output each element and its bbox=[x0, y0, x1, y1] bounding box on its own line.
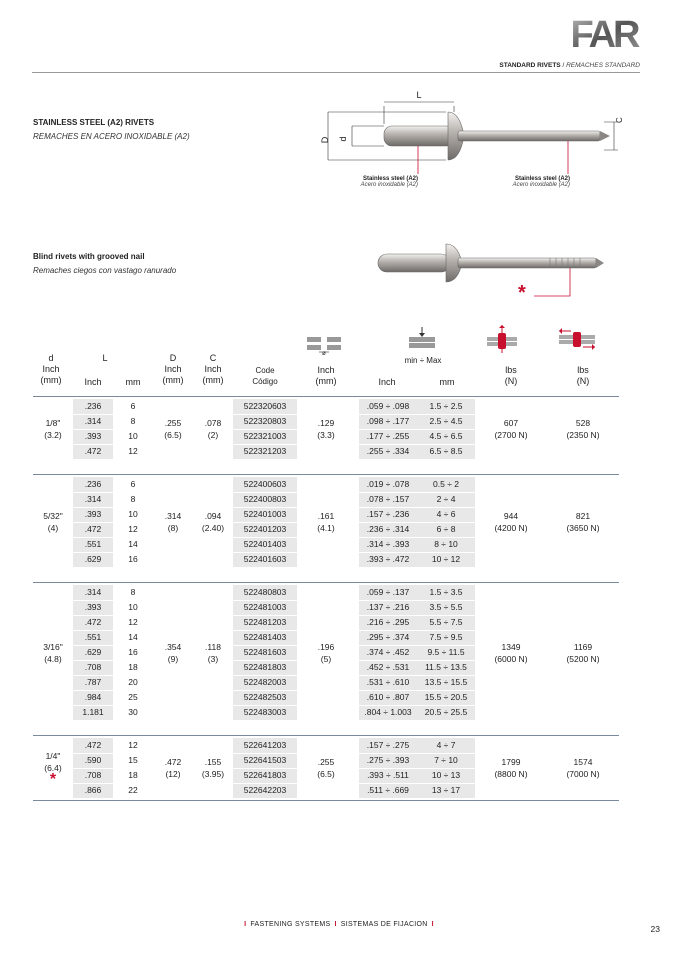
cell-L-inch: .708 bbox=[84, 662, 102, 672]
table-row bbox=[33, 477, 619, 492]
size-group bbox=[33, 396, 619, 461]
header-hole: Inch (mm) bbox=[315, 365, 337, 386]
cell-L-mm: 18 bbox=[128, 770, 138, 780]
cell-L-mm: 12 bbox=[128, 524, 138, 534]
cell-grip-inch: .295 ÷ .374 bbox=[366, 632, 410, 642]
table-row bbox=[33, 444, 619, 459]
grooved-nail-star: * bbox=[518, 282, 526, 304]
cell-C: .155 (3.95) bbox=[201, 757, 225, 779]
cell-L-mm: 12 bbox=[128, 617, 138, 627]
cell-grip-mm: 10 ÷ 12 bbox=[431, 554, 461, 564]
table-row bbox=[33, 615, 619, 630]
cell-L-mm: 16 bbox=[128, 647, 138, 657]
cell-L-inch: .472 bbox=[84, 446, 102, 456]
shear-strength-icon bbox=[487, 325, 517, 353]
size-group bbox=[33, 582, 619, 722]
cell-grip-inch: .177 ÷ .255 bbox=[366, 431, 410, 441]
cell-grip-mm: 6.5 ÷ 8.5 bbox=[429, 446, 463, 456]
cell-L-inch: .708 bbox=[84, 770, 102, 780]
cell-L-mm: 10 bbox=[128, 431, 138, 441]
cell-D: .314 (8) bbox=[164, 511, 182, 533]
cell-hole: .196 (5) bbox=[317, 641, 335, 664]
svg-text:FAR: FAR bbox=[570, 16, 638, 52]
cell-L-mm: 12 bbox=[128, 446, 138, 456]
cell-grip-mm: 5.5 ÷ 7.5 bbox=[429, 617, 463, 627]
cell-grip-mm: 6 ÷ 8 bbox=[436, 524, 456, 534]
cell-d: 1/8" (3.2) bbox=[44, 418, 62, 440]
cell-grip-inch: .275 ÷ .393 bbox=[366, 755, 410, 765]
cell-L-inch: .236 bbox=[84, 401, 102, 411]
tensile-strength-icon bbox=[559, 327, 595, 351]
table-row bbox=[33, 492, 619, 507]
cell-grip-mm: 20.5 ÷ 25.5 bbox=[424, 707, 468, 717]
table-row bbox=[33, 690, 619, 705]
header-C: C Inch (mm) bbox=[202, 353, 224, 385]
cell-grip-mm: 13.5 ÷ 15.5 bbox=[424, 677, 468, 687]
cell-code: 522482003 bbox=[243, 677, 287, 687]
cell-grip-inch: .314 ÷ .393 bbox=[366, 539, 410, 549]
cell-code: 522641203 bbox=[243, 740, 287, 750]
cell-grip-inch: .255 ÷ .334 bbox=[366, 446, 410, 456]
cell-L-inch: .314 bbox=[84, 587, 102, 597]
cell-L-inch: .984 bbox=[84, 692, 102, 702]
header-D: D Inch (mm) bbox=[162, 353, 184, 385]
cell-code: 522321203 bbox=[243, 446, 287, 456]
table-row bbox=[33, 675, 619, 690]
cell-grip-mm: 4 ÷ 7 bbox=[436, 740, 456, 750]
cell-code: 522641803 bbox=[243, 770, 287, 780]
cell-shear: 1799 (8800 N) bbox=[494, 757, 528, 779]
svg-text:ø: ø bbox=[322, 351, 326, 355]
cell-code: 522481803 bbox=[243, 662, 287, 672]
header-L-mm: mm bbox=[125, 377, 141, 387]
header-d: d Inch (mm) bbox=[40, 353, 62, 385]
cell-hole: .255 (6.5) bbox=[317, 757, 335, 779]
size-group bbox=[33, 735, 619, 801]
cell-grip-mm: 4.5 ÷ 6.5 bbox=[429, 431, 463, 441]
cell-d: 1/4" (6.4) * bbox=[33, 750, 73, 786]
footer: I FASTENING SYSTEMS I SISTEMAS DE FIJACION I bbox=[244, 921, 434, 928]
cell-L-inch: .393 bbox=[84, 602, 102, 612]
cell-grip-inch: .236 ÷ .314 bbox=[366, 524, 410, 534]
cell-shear: 1349 (6000 N) bbox=[494, 641, 528, 664]
cell-tensile: 1169 (5200 N) bbox=[566, 641, 600, 664]
cell-grip-inch: .393 ÷ .511 bbox=[367, 770, 409, 780]
table-row bbox=[33, 399, 619, 414]
size-group bbox=[33, 474, 619, 569]
cell-C: .118 (3) bbox=[205, 641, 221, 664]
cell-L-mm: 14 bbox=[128, 632, 138, 642]
cell-grip-inch: .610 ÷ .807 bbox=[366, 692, 410, 702]
cell-code: 522481603 bbox=[243, 647, 287, 657]
grooved-nail-star: * bbox=[49, 771, 57, 788]
section1-subtitle: REMACHES EN ACERO INOXIDABLE (A2) bbox=[33, 132, 190, 141]
cell-L-mm: 6 bbox=[130, 479, 136, 489]
cell-grip-mm: 3.5 ÷ 5.5 bbox=[429, 602, 463, 612]
cell-shear: 944 (4200 N) bbox=[494, 511, 528, 533]
cell-L-inch: .393 bbox=[84, 509, 102, 519]
cell-L-inch: .590 bbox=[84, 755, 102, 765]
dim-L-label: L bbox=[416, 90, 422, 100]
cell-grip-inch: .804 ÷ 1.003 bbox=[364, 707, 412, 717]
cell-code: 522481203 bbox=[243, 617, 287, 627]
cell-L-mm: 6 bbox=[130, 401, 136, 411]
cell-code: 522401403 bbox=[243, 539, 287, 549]
header-grip-inch: Inch bbox=[378, 377, 396, 387]
header-grip-mm: mm bbox=[439, 377, 455, 387]
cell-grip-inch: .531 ÷ .610 bbox=[366, 677, 410, 687]
cell-L-mm: 22 bbox=[128, 785, 138, 795]
cell-grip-inch: .452 ÷ .531 bbox=[366, 662, 410, 672]
cell-L-inch: .551 bbox=[84, 632, 102, 642]
cell-L-mm: 12 bbox=[128, 740, 138, 750]
cell-L-mm: 15 bbox=[128, 755, 138, 765]
cell-grip-mm: 7.5 ÷ 9.5 bbox=[429, 632, 463, 642]
cell-tensile: 528 (2350 N) bbox=[566, 418, 600, 440]
cell-L-mm: 8 bbox=[130, 587, 136, 597]
table-row bbox=[33, 537, 619, 552]
cell-d: 3/16" (4.8) bbox=[43, 641, 63, 664]
cell-hole: .129 (3.3) bbox=[317, 418, 335, 440]
cell-grip-inch: .137 ÷ .216 bbox=[366, 602, 410, 612]
cell-code: 522320803 bbox=[243, 416, 287, 426]
table-row bbox=[33, 783, 619, 798]
cell-grip-inch: .157 ÷ .275 bbox=[366, 740, 410, 750]
cell-grip-inch: .393 ÷ .472 bbox=[366, 554, 410, 564]
header-grip-range: min ÷ Max bbox=[404, 356, 442, 365]
far-logo bbox=[568, 16, 640, 52]
table-row bbox=[33, 600, 619, 615]
cell-code: 522401603 bbox=[243, 554, 287, 564]
cell-L-inch: .472 bbox=[84, 524, 102, 534]
grooved-rivet-diagram bbox=[370, 240, 610, 302]
header-L-inch: Inch bbox=[84, 377, 102, 387]
section1-title: STAINLESS STEEL (A2) RIVETS bbox=[33, 118, 155, 127]
cell-L-mm: 8 bbox=[130, 494, 136, 504]
cell-L-inch: .314 bbox=[84, 416, 102, 426]
hole-size-icon bbox=[305, 333, 343, 355]
table-row bbox=[33, 552, 619, 567]
cell-grip-inch: .059 ÷ .137 bbox=[366, 587, 410, 597]
cell-grip-mm: 7 ÷ 10 bbox=[434, 755, 458, 765]
cell-grip-inch: .078 ÷ .157 bbox=[366, 494, 410, 504]
cell-grip-mm: 13 ÷ 17 bbox=[431, 785, 461, 795]
cell-L-inch: .472 bbox=[84, 617, 102, 627]
cell-L-inch: .629 bbox=[84, 647, 102, 657]
cell-L-mm: 16 bbox=[128, 554, 138, 564]
callout-right: Stainless steel (A2) Acero inoxidable (A2) bbox=[512, 176, 570, 188]
cell-grip-mm: 10 ÷ 13 bbox=[431, 770, 461, 780]
cell-L-inch: 1.181 bbox=[82, 707, 104, 717]
cell-D: .472 (12) bbox=[164, 757, 182, 779]
cell-code: 522482503 bbox=[243, 692, 287, 702]
cell-L-inch: .236 bbox=[84, 479, 102, 489]
cell-L-mm: 30 bbox=[128, 707, 138, 717]
cell-grip-inch: .098 ÷ .177 bbox=[366, 416, 410, 426]
cell-code: 522481403 bbox=[243, 632, 287, 642]
header-code: Code Código bbox=[252, 366, 278, 386]
cell-D: .255 (6.5) bbox=[164, 418, 182, 440]
cell-d: 5/32" (4) bbox=[43, 511, 63, 533]
cell-C: .094 (2.40) bbox=[201, 511, 225, 533]
cell-L-inch: .472 bbox=[84, 740, 102, 750]
cell-code: 522320603 bbox=[243, 401, 287, 411]
cell-grip-mm: 9.5 ÷ 11.5 bbox=[427, 647, 465, 657]
cell-tensile: 821 (3650 N) bbox=[566, 511, 600, 533]
page-number: 23 bbox=[650, 924, 660, 934]
header-L: L bbox=[102, 353, 108, 363]
cell-L-mm: 8 bbox=[130, 416, 136, 426]
cell-L-inch: .314 bbox=[84, 494, 102, 504]
cell-grip-mm: 0.5 ÷ 2 bbox=[433, 479, 459, 489]
cell-grip-mm: 8 ÷ 10 bbox=[434, 539, 458, 549]
section-heading: STANDARD RIVETS / REMACHES STANDARD bbox=[499, 62, 640, 69]
cell-grip-mm: 2 ÷ 4 bbox=[436, 494, 456, 504]
cell-tensile: 1574 (7000 N) bbox=[566, 757, 600, 779]
header-tensile: lbs (N) bbox=[576, 365, 590, 386]
cell-L-inch: .629 bbox=[84, 554, 102, 564]
cell-L-mm: 10 bbox=[128, 509, 138, 519]
cell-L-mm: 10 bbox=[128, 602, 138, 612]
cell-L-mm: 20 bbox=[128, 677, 138, 687]
cell-code: 522401203 bbox=[243, 524, 287, 534]
cell-L-mm: 14 bbox=[128, 539, 138, 549]
cell-grip-mm: 15.5 ÷ 20.5 bbox=[424, 692, 468, 702]
cell-grip-inch: .059 ÷ .098 bbox=[366, 401, 410, 411]
dim-d-label: d bbox=[338, 136, 348, 142]
cell-grip-mm: 2.5 ÷ 4.5 bbox=[429, 416, 463, 426]
section2-subtitle: Remaches ciegos con vastago ranurado bbox=[33, 266, 177, 275]
cell-code: 522642203 bbox=[243, 785, 287, 795]
cell-D: .354 (9) bbox=[164, 641, 182, 664]
cell-hole: .161 (4.1) bbox=[317, 511, 335, 533]
cell-grip-inch: .157 ÷ .236 bbox=[366, 509, 410, 519]
cell-code: 522400803 bbox=[243, 494, 287, 504]
cell-code: 522321003 bbox=[243, 431, 287, 441]
table-row bbox=[33, 738, 619, 753]
callout-left: Stainless steel (A2) Acero inoxidable (A2) bbox=[360, 176, 418, 188]
cell-grip-inch: .216 ÷ .295 bbox=[366, 617, 410, 627]
cell-L-inch: .551 bbox=[84, 539, 102, 549]
cell-grip-mm: 11.5 ÷ 13.5 bbox=[425, 662, 467, 672]
header-shear: lbs (N) bbox=[504, 365, 518, 386]
cell-code: 522481003 bbox=[243, 602, 287, 612]
cell-grip-inch: .374 ÷ .452 bbox=[366, 647, 410, 657]
cell-grip-mm: 1.5 ÷ 2.5 bbox=[429, 401, 463, 411]
table-row bbox=[33, 705, 619, 720]
cell-code: 522641503 bbox=[243, 755, 287, 765]
cell-L-mm: 25 bbox=[128, 692, 138, 702]
cell-L-mm: 18 bbox=[128, 662, 138, 672]
table-row bbox=[33, 585, 619, 600]
cell-grip-inch: .019 ÷ .078 bbox=[366, 479, 410, 489]
header-divider bbox=[32, 72, 640, 73]
cell-code: 522400603 bbox=[243, 479, 287, 489]
cell-shear: 607 (2700 N) bbox=[494, 418, 528, 440]
cell-grip-mm: 1.5 ÷ 3.5 bbox=[429, 587, 463, 597]
cell-C: .078 (2) bbox=[204, 418, 222, 440]
dim-D-label: D bbox=[320, 136, 330, 144]
dim-C-label: C bbox=[615, 117, 624, 123]
cell-L-inch: .866 bbox=[84, 785, 102, 795]
section2-title: Blind rivets with grooved nail bbox=[33, 252, 145, 261]
cell-L-inch: .787 bbox=[84, 677, 102, 687]
cell-code: 522401003 bbox=[243, 509, 287, 519]
cell-grip-mm: 4 ÷ 6 bbox=[436, 509, 456, 519]
cell-grip-inch: .511 ÷ .669 bbox=[367, 785, 409, 795]
cell-code: 522483003 bbox=[243, 707, 287, 717]
grip-range-icon bbox=[409, 327, 435, 351]
cell-L-inch: .393 bbox=[84, 431, 102, 441]
cell-code: 522480803 bbox=[243, 587, 287, 597]
